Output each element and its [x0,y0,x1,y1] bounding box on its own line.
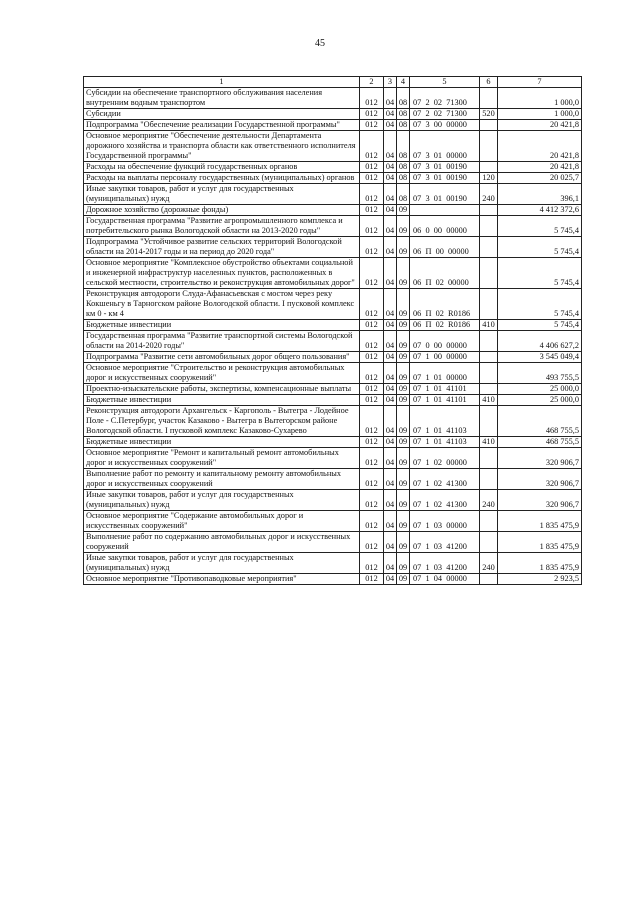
row-csr-cell: 06 П 02 00000 [410,258,480,289]
row-grbs-cell: 012 [360,511,384,532]
row-pr-cell: 09 [397,395,410,406]
row-vr-cell: 520 [480,109,498,120]
table-row [84,289,582,320]
table-row [84,120,582,131]
header-col-rz: 3 [384,77,397,88]
row-csr-cell: 07 1 01 00000 [410,363,480,384]
row-sum-cell: 5 745,4 [498,289,582,320]
row-sum-cell: 1 835 475,9 [498,532,582,553]
row-sum-cell: 25 000,0 [498,395,582,406]
row-sum-cell: 20 421,8 [498,131,582,162]
row-vr-cell: 410 [480,320,498,331]
row-vr-cell [480,237,498,258]
page-number: 45 [315,38,325,49]
row-pr-cell: 08 [397,88,410,109]
row-vr-cell [480,131,498,162]
budget-table [83,76,582,585]
row-name-cell: Иные закупки товаров, работ и услуг для государственных (муниципальных) нужд [84,553,360,574]
row-vr-cell [480,406,498,437]
row-sum-cell: 5 745,4 [498,320,582,331]
row-vr-cell [480,352,498,363]
row-rz-cell: 04 [384,88,397,109]
row-vr-cell [480,469,498,490]
row-grbs-cell: 012 [360,216,384,237]
row-vr-cell [480,289,498,320]
row-sum-cell: 320 906,7 [498,469,582,490]
table-row [84,363,582,384]
row-csr-cell: 07 3 01 00000 [410,131,480,162]
row-pr-cell: 09 [397,406,410,437]
row-pr-cell: 09 [397,437,410,448]
header-col-csr: 5 [410,77,480,88]
row-grbs-cell: 012 [360,109,384,120]
row-name-cell: Выполнение работ по ремонту и капитальному ремонту автомобильных дорог и искусственных сооружений [84,469,360,490]
table-row [84,109,582,120]
row-sum-cell: 4 406 627,2 [498,331,582,352]
row-vr-cell [480,120,498,131]
row-name-cell: Субсидии [84,109,360,120]
row-name-cell: Подпрограмма "Обеспечение реализации Государственной программы" [84,120,360,131]
table-row [84,490,582,511]
row-name-cell: Субсидии на обеспечение транспортного обслуживания населения внутренним водным транспортом [84,88,360,109]
row-name-cell: Расходы на обеспечение функций государственных органов [84,162,360,173]
table-row [84,320,582,331]
header-col-name: 1 [84,77,360,88]
row-pr-cell: 08 [397,120,410,131]
row-grbs-cell: 012 [360,173,384,184]
row-pr-cell: 08 [397,162,410,173]
row-pr-cell: 09 [397,320,410,331]
row-vr-cell [480,448,498,469]
row-rz-cell: 04 [384,574,397,585]
row-grbs-cell: 012 [360,532,384,553]
row-csr-cell: 07 3 01 00190 [410,173,480,184]
table-row [84,384,582,395]
row-rz-cell: 04 [384,384,397,395]
row-grbs-cell: 012 [360,406,384,437]
row-rz-cell: 04 [384,237,397,258]
row-rz-cell: 04 [384,448,397,469]
row-name-cell: Иные закупки товаров, работ и услуг для государственных (муниципальных) нужд [84,490,360,511]
row-pr-cell: 09 [397,237,410,258]
row-pr-cell: 09 [397,258,410,289]
row-pr-cell: 09 [397,352,410,363]
table-row [84,574,582,585]
row-rz-cell: 04 [384,162,397,173]
row-name-cell: Государственная программа "Развитие транспортной системы Вологодской области на 2014-2020 годы" [84,331,360,352]
row-rz-cell: 04 [384,406,397,437]
row-grbs-cell: 012 [360,490,384,511]
row-vr-cell [480,574,498,585]
table-row [84,406,582,437]
table-row [84,205,582,216]
row-pr-cell: 09 [397,384,410,395]
row-rz-cell: 04 [384,331,397,352]
table-row [84,237,582,258]
row-csr-cell: 07 3 01 00190 [410,162,480,173]
row-pr-cell: 08 [397,184,410,205]
row-sum-cell: 4 412 372,6 [498,205,582,216]
row-grbs-cell: 012 [360,258,384,289]
row-rz-cell: 04 [384,184,397,205]
row-grbs-cell: 012 [360,448,384,469]
row-rz-cell: 04 [384,131,397,162]
row-sum-cell: 5 745,4 [498,258,582,289]
row-rz-cell: 04 [384,469,397,490]
row-vr-cell [480,205,498,216]
header-col-pr: 4 [397,77,410,88]
row-grbs-cell: 012 [360,120,384,131]
row-pr-cell: 08 [397,109,410,120]
row-pr-cell: 09 [397,532,410,553]
row-rz-cell: 04 [384,289,397,320]
row-pr-cell: 09 [397,289,410,320]
row-csr-cell: 06 0 00 00000 [410,216,480,237]
row-vr-cell [480,384,498,395]
table-row [84,553,582,574]
row-sum-cell: 1 835 475,9 [498,511,582,532]
row-rz-cell: 04 [384,109,397,120]
table-row [84,331,582,352]
table-row [84,511,582,532]
row-csr-cell: 07 1 00 00000 [410,352,480,363]
row-sum-cell: 20 025,7 [498,173,582,184]
row-name-cell: Основное мероприятие "Противопаводковые мероприятия" [84,574,360,585]
row-name-cell: Основное мероприятие "Обеспечение деятельности Департамента дорожного хозяйства и транспорта области как ответственного исполнителя Государственной программы" [84,131,360,162]
row-name-cell: Реконструкция автодороги Слуда-Афанасьевская с мостом через реку Кокшеньгу в Тарногском районе Вологодской области. I пусковой комплекс км 0 - км 4 [84,289,360,320]
row-pr-cell: 09 [397,553,410,574]
row-csr-cell: 06 П 02 R0186 [410,320,480,331]
row-pr-cell: 09 [397,469,410,490]
row-rz-cell: 04 [384,352,397,363]
row-rz-cell: 04 [384,395,397,406]
row-pr-cell: 08 [397,131,410,162]
header-row [84,77,582,88]
row-grbs-cell: 012 [360,574,384,585]
row-vr-cell: 240 [480,184,498,205]
row-csr-cell: 07 1 02 41300 [410,469,480,490]
row-sum-cell: 5 745,4 [498,237,582,258]
row-name-cell: Основное мероприятие "Содержание автомобильных дорог и искусственных сооружений" [84,511,360,532]
row-rz-cell: 04 [384,120,397,131]
row-sum-cell: 396,1 [498,184,582,205]
row-pr-cell: 09 [397,331,410,352]
row-grbs-cell: 012 [360,184,384,205]
row-vr-cell [480,511,498,532]
row-sum-cell: 25 000,0 [498,384,582,395]
row-pr-cell: 09 [397,511,410,532]
row-rz-cell: 04 [384,173,397,184]
row-csr-cell: 07 1 01 41103 [410,437,480,448]
row-csr-cell [410,205,480,216]
row-rz-cell: 04 [384,320,397,331]
row-sum-cell: 20 421,8 [498,120,582,131]
row-sum-cell: 20 421,8 [498,162,582,173]
row-grbs-cell: 012 [360,363,384,384]
row-sum-cell: 1 000,0 [498,88,582,109]
row-rz-cell: 04 [384,363,397,384]
row-rz-cell: 04 [384,532,397,553]
row-name-cell: Бюджетные инвестиции [84,320,360,331]
table-row [84,184,582,205]
row-grbs-cell: 012 [360,131,384,162]
row-vr-cell [480,162,498,173]
row-grbs-cell: 012 [360,205,384,216]
row-csr-cell: 07 1 01 41101 [410,395,480,406]
row-csr-cell: 07 1 02 41300 [410,490,480,511]
row-csr-cell: 07 2 02 71300 [410,109,480,120]
row-grbs-cell: 012 [360,553,384,574]
row-vr-cell [480,331,498,352]
row-name-cell: Государственная программа "Развитие агропромышленного комплекса и потребительского рынка Вологодской области на 2013-2020 годы" [84,216,360,237]
row-rz-cell: 04 [384,205,397,216]
row-csr-cell: 07 1 03 41200 [410,553,480,574]
row-rz-cell: 04 [384,553,397,574]
row-grbs-cell: 012 [360,437,384,448]
table-row [84,437,582,448]
row-name-cell: Подпрограмма "Устойчивое развитие сельских территорий Вологодской области на 2014-2017 годы и на период до 2020 года" [84,237,360,258]
row-grbs-cell: 012 [360,289,384,320]
table-row [84,532,582,553]
table-row [84,162,582,173]
row-rz-cell: 04 [384,437,397,448]
row-name-cell: Расходы на выплаты персоналу государственных (муниципальных) органов [84,173,360,184]
header-col-sum: 7 [498,77,582,88]
row-csr-cell: 07 1 03 41200 [410,532,480,553]
row-name-cell: Проектно-изыскательские работы, экспертизы, компенсационные выплаты [84,384,360,395]
row-sum-cell: 320 906,7 [498,448,582,469]
header-col-grbs: 2 [360,77,384,88]
table-row [84,173,582,184]
row-grbs-cell: 012 [360,395,384,406]
row-name-cell: Реконструкция автодороги Архангельск - Каргополь - Вытегра - Лодейное Поле - С.Петербург, участок Казаково - Вытегра в Вытегорском районе Вологодской области. I пусковой комплекс Казаково-Сухарево [84,406,360,437]
row-sum-cell: 468 755,5 [498,437,582,448]
row-rz-cell: 04 [384,258,397,289]
row-grbs-cell: 012 [360,237,384,258]
row-csr-cell: 07 3 00 00000 [410,120,480,131]
row-sum-cell: 1 835 475,9 [498,553,582,574]
row-csr-cell: 07 1 04 00000 [410,574,480,585]
table-row [84,131,582,162]
table-row [84,352,582,363]
row-name-cell: Основное мероприятие "Комплексное обустройство объектами социальной и инженерной инфраструктур населенных пунктов, расположенных в сельской местности, строительство и реконструкция автомобильных дорог" [84,258,360,289]
row-csr-cell: 07 1 03 00000 [410,511,480,532]
row-vr-cell: 240 [480,490,498,511]
row-name-cell: Бюджетные инвестиции [84,437,360,448]
row-pr-cell: 09 [397,216,410,237]
row-name-cell: Иные закупки товаров, работ и услуг для государственных (муниципальных) нужд [84,184,360,205]
row-grbs-cell: 012 [360,320,384,331]
table-row [84,258,582,289]
row-vr-cell [480,532,498,553]
row-sum-cell: 1 000,0 [498,109,582,120]
row-name-cell: Основное мероприятие "Строительство и реконструкция автомобильных дорог и искусственных сооружений" [84,363,360,384]
row-name-cell: Подпрограмма "Развитие сети автомобильных дорог общего пользования" [84,352,360,363]
row-csr-cell: 07 1 01 41101 [410,384,480,395]
row-vr-cell [480,216,498,237]
row-sum-cell: 320 906,7 [498,490,582,511]
header-col-vr: 6 [480,77,498,88]
row-vr-cell [480,363,498,384]
table-row [84,88,582,109]
row-csr-cell: 07 1 01 41103 [410,406,480,437]
row-grbs-cell: 012 [360,384,384,395]
table-row [84,448,582,469]
row-name-cell: Выполнение работ по содержанию автомобильных дорог и искусственных сооружений [84,532,360,553]
row-vr-cell [480,258,498,289]
row-vr-cell: 410 [480,437,498,448]
row-rz-cell: 04 [384,216,397,237]
row-csr-cell: 07 2 02 71300 [410,88,480,109]
row-csr-cell: 07 1 02 00000 [410,448,480,469]
row-grbs-cell: 012 [360,469,384,490]
row-csr-cell: 06 П 02 R0186 [410,289,480,320]
row-pr-cell: 09 [397,448,410,469]
row-sum-cell: 468 755,5 [498,406,582,437]
row-grbs-cell: 012 [360,331,384,352]
row-pr-cell: 09 [397,363,410,384]
row-pr-cell: 09 [397,490,410,511]
table-row [84,395,582,406]
row-pr-cell: 09 [397,205,410,216]
row-vr-cell: 120 [480,173,498,184]
row-csr-cell: 07 3 01 00190 [410,184,480,205]
row-csr-cell: 07 0 00 00000 [410,331,480,352]
row-grbs-cell: 012 [360,352,384,363]
row-vr-cell: 410 [480,395,498,406]
row-sum-cell: 2 923,5 [498,574,582,585]
row-vr-cell [480,88,498,109]
row-rz-cell: 04 [384,511,397,532]
row-grbs-cell: 012 [360,162,384,173]
row-grbs-cell: 012 [360,88,384,109]
table-row [84,469,582,490]
row-sum-cell: 3 545 049,4 [498,352,582,363]
row-sum-cell: 5 745,4 [498,216,582,237]
row-name-cell: Дорожное хозяйство (дорожные фонды) [84,205,360,216]
table-row [84,216,582,237]
row-csr-cell: 06 П 00 00000 [410,237,480,258]
row-name-cell: Бюджетные инвестиции [84,395,360,406]
row-rz-cell: 04 [384,490,397,511]
row-vr-cell: 240 [480,553,498,574]
row-pr-cell: 08 [397,173,410,184]
row-name-cell: Основное мероприятие "Ремонт и капитальный ремонт автомобильных дорог и искусственных сооружений" [84,448,360,469]
row-sum-cell: 493 755,5 [498,363,582,384]
row-pr-cell: 09 [397,574,410,585]
